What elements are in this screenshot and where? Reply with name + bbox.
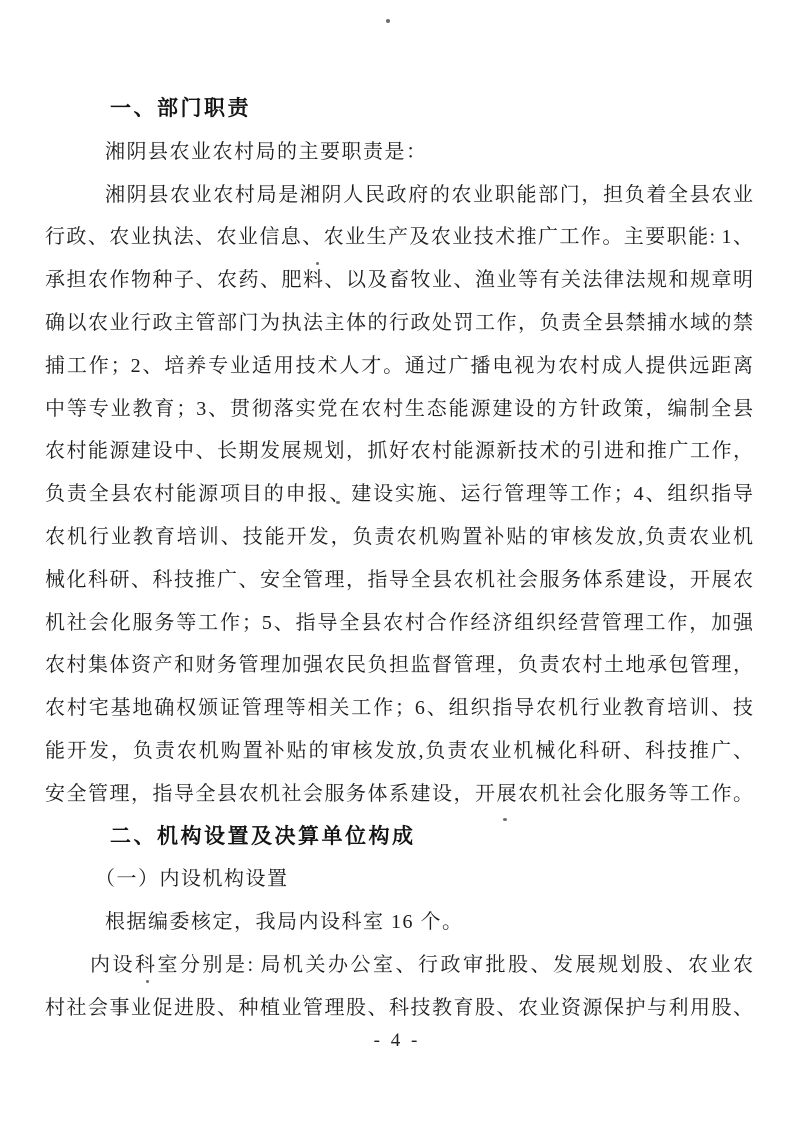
section-2-heading: 二、机构设置及决算单位构成 [110,824,416,848]
scan-speck [386,19,390,23]
body-line: 机社会化服务等工作；5、指导全县农村合作经济组织经营管理工作，加强 [45,611,753,634]
body-line: 湘阴县农业农村局是湘阴人民政府的农业职能部门，担负着全县农业 [105,183,753,206]
document-body [45,88,753,1030]
body-line: 农村集体资产和财务管理加强农民负担监督管理，负责农村土地承包管理， [45,654,753,677]
body-line: 安全管理，指导全县农机社会服务体系建设，开展农机社会化服务等工作。 [45,782,753,805]
body-line: 行政、农业执法、农业信息、农业生产及农业技术推广工作。主要职能: 1、 [45,226,753,249]
body-line: 农村宅基地确权颁证管理等相关工作；6、组织指导农机行业教育培训、技 [45,697,753,720]
body-line: 农村能源建设中、长期发展规划，抓好农村能源新技术的引进和推广工作， [45,440,753,463]
body-line: 械化科研、科技推广、安全管理，指导全县农机社会服务体系建设，开展农 [45,568,753,591]
section-1-heading: 一、部门职责 [110,97,251,120]
body-line: 负责全县农村能源项目的申报、建设实施、运行管理等工作；4、组织指导 [45,483,753,506]
body-line: 承担农作物种子、农药、肥料、以及畜牧业、渔业等有关法律法规和规章明 [45,269,753,292]
body-line: 内设科室分别是: 局机关办公室、行政审批股、发展规划股、农业农 [90,953,753,976]
body-line: 能开发，负责农机购置补贴的审核发放,负责农业机械化科研、科技推广、 [45,739,753,762]
body-line: 村社会事业促进股、种植业管理股、科技教育股、农业资源保护与利用股、 [45,996,753,1019]
section-2-approved-count: 根据编委核定，我局内设科室 16 个。 [105,911,464,934]
section-1-intro: 湘阴县农业农村局的主要职责是： [105,140,428,163]
body-line: 中等专业教育；3、贯彻落实党在农村生态能源建设的方针政策，编制全县 [45,397,753,420]
body-line: 农机行业教育培训、技能开发，负责农机购置补贴的审核发放,负责农业机 [45,525,753,548]
body-line: 捕工作；2、培养专业适用技术人才。通过广播电视为农村成人提供远距离 [45,354,753,377]
section-2-subheading: （一）内设机构设置 [95,868,289,891]
page-number: - 4 - [373,1030,421,1051]
body-line: 确以农业行政主管部门为执法主体的行政处罚工作，负责全县禁捕水域的禁 [45,311,753,334]
